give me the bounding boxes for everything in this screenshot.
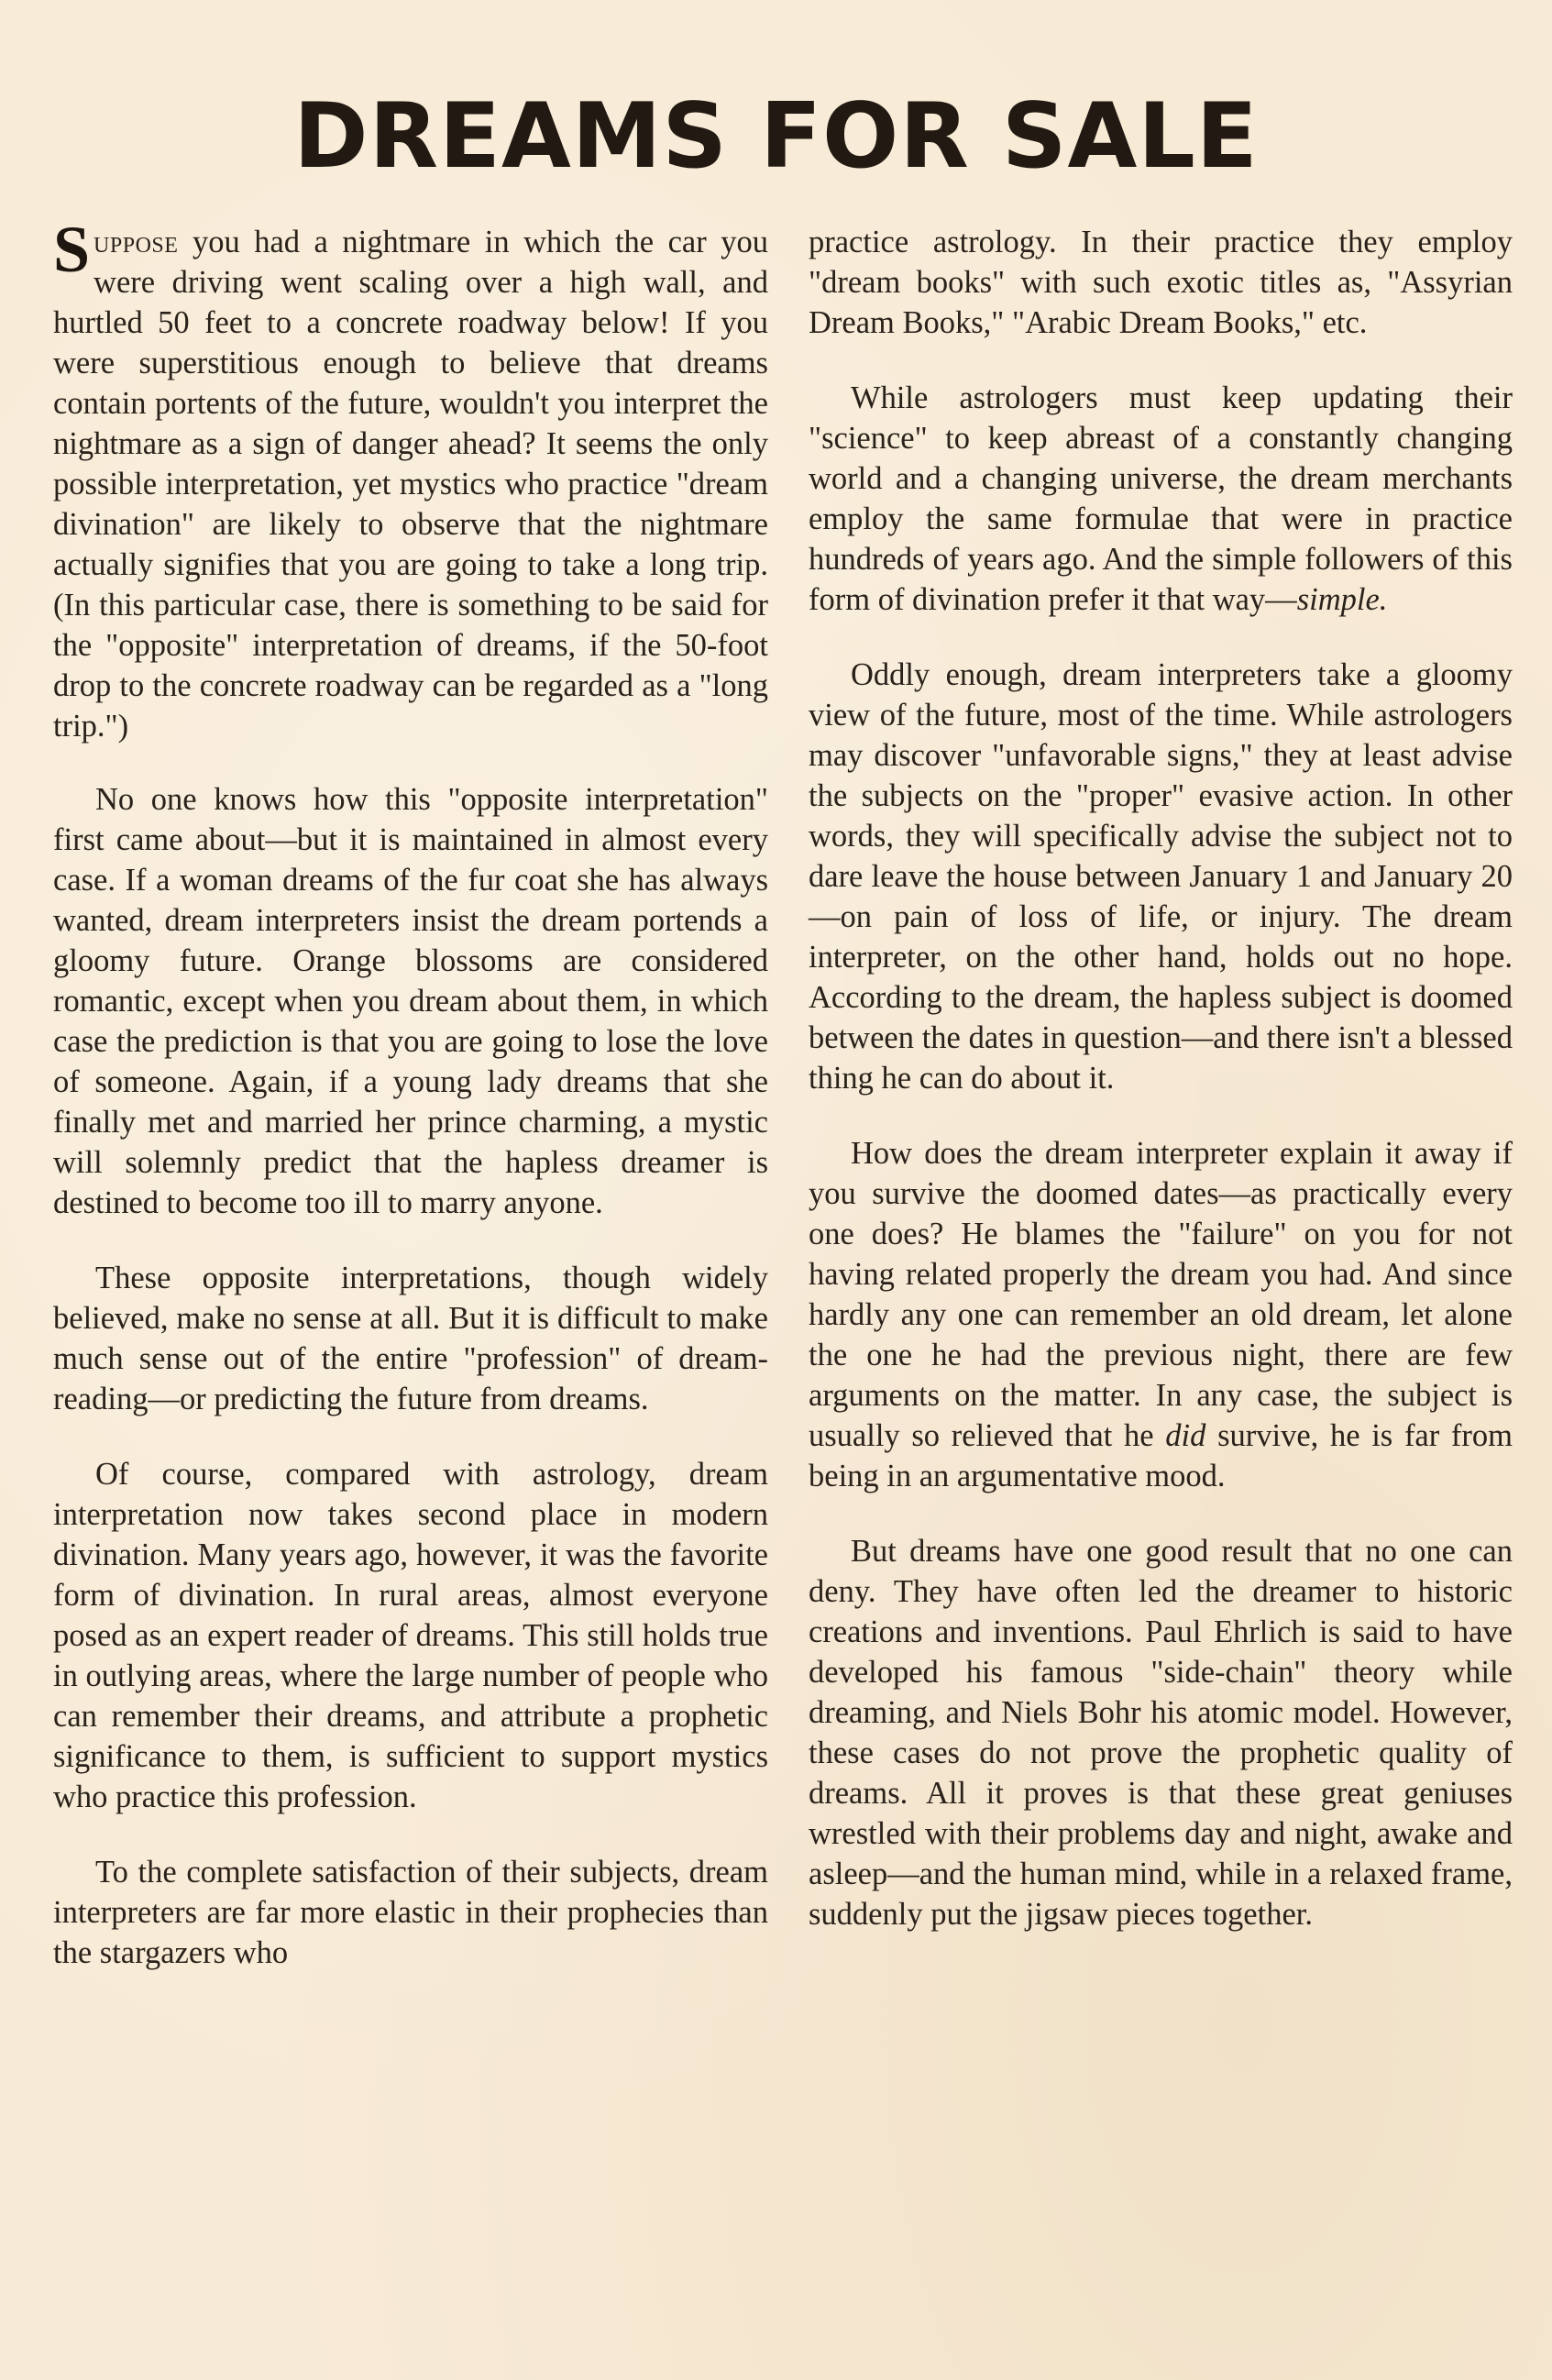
paragraph-2: No one knows how this "opposite interpretation" first came about—but it is maintained in almost every case. If a woman dreams of the fur coat she has always wanted, dream interpreters insist the dream portends a gloomy future. Orange blossoms are considered romantic, except when you dream about them, in which case the prediction is that you are going to lose the love of someone. Again, if a young lady dreams that she finally met and married her prince charming, a mystic will solemnly predict that the hapless dreamer is destined to become too ill to marry anyone. [53,782,768,1220]
right-column [809,222,1513,1969]
paragraph-9: But dreams have one good result that no one can deny. They have often led the dreamer to historic creations and inventions. Paul Ehrlich is said to have developed his famous "side-chain" theory while dreaming, and Niels Bohr his atomic model. However, these cases do not prove the prophetic quality of dreams. All it proves is that these great geniuses wrestled with their problems day and night, awake and asleep—and the human mind, while in a relaxed frame, suddenly put the jigsaw pieces together. [809,1534,1513,1932]
paragraph-3: These opposite interpretations, though widely believed, make no sense at all. But it is difficult to make much sense out of the entire "profession" of dream-reading—or predicting the future from dreams. [53,1261,768,1416]
paragraph-6-emphasis: simple. [1296,582,1388,617]
paragraph-5: To the complete satisfaction of their subjects, dream interpreters are far more elastic in their prophecies than the stargazers who [53,1855,768,1970]
paragraph-7: Oddly enough, dream interpreters take a gloomy view of the future, most of the time. While astrologers may discover "unfavorable signs," they at least advise the subjects on the "proper" evasive action. In other words, they will specifically advise the subject not to dare leave the house between January 1 and January 20—on pain of loss of life, or injury. The dream interpreter, on the other hand, holds out no hope. According to the dream, the hapless subject is doomed between the dates in question—and there isn't a blessed thing he can do about it. [809,657,1513,1096]
paragraph-4: Of course, compared with astrology, dream interpretation now takes second place in modern divination. Many years ago, however, it was the favorite form of divination. In rural areas, almost everyone posed as an expert reader of dreams. This still holds true in outlying areas, where the large number of people who can remember their dreams, and attribute a prophetic significance to them, is sufficient to support mystics who practice this profession. [53,1457,768,1814]
paragraph-1-text: you had a nightmare in which the car you were driving went scaling over a high wall, and hurtled 50 feet to a concrete roadway below! If you were superstitious enough to believe that dreams contain portents of the future, wouldn't you interpret the nightmare as a sign of danger ahead? It seems the only possible interpretation, yet mystics who practice "dream divination" are likely to observe that the nightmare actually signifies that you are going to take a long trip. (In this particular case, there is something to be said for the "opposite" interpretation of dreams, if the 50-foot drop to the concrete roadway can be regarded as a "long trip.") [53,225,768,744]
paragraph-6 [809,378,1513,620]
paragraph-5-continued: practice astrology. In their practice they employ "dream books" with such exotic titles as, "Assyrian Dream Books," "Arabic Dream Books," etc. [809,225,1513,340]
left-column [53,213,768,2008]
paragraph-8-emphasis: did [1165,1418,1206,1453]
paragraph-8 [809,1133,1513,1496]
paragraph-8-text: How does the dream interpreter explain it away if you survive the doomed dates—as practically every one does? He blames the "failure" on you for not having related properly the dream you had. And since hardly any one can remember an old dream, let alone the one he had the previous night, there are few arguments on the matter. In any case, the subject is usually so relieved that he [809,1136,1513,1453]
drop-cap: S [53,213,91,286]
lead-in: uppose [94,225,179,259]
paragraph-8-tail: survive, he is far from being in an argumentative mood. [809,1418,1513,1493]
paragraph-6-text: While astrologers must keep updating their "science" to keep abreast of a constantly changing world and a changing universe, the dream merchants employ the same formulae that were in practice hundreds of years ago. And the simple followers of this form of divination prefer it that way— [809,380,1513,617]
paragraph-1 [53,213,768,746]
article-title: DREAMS FOR SALE [293,84,1259,189]
